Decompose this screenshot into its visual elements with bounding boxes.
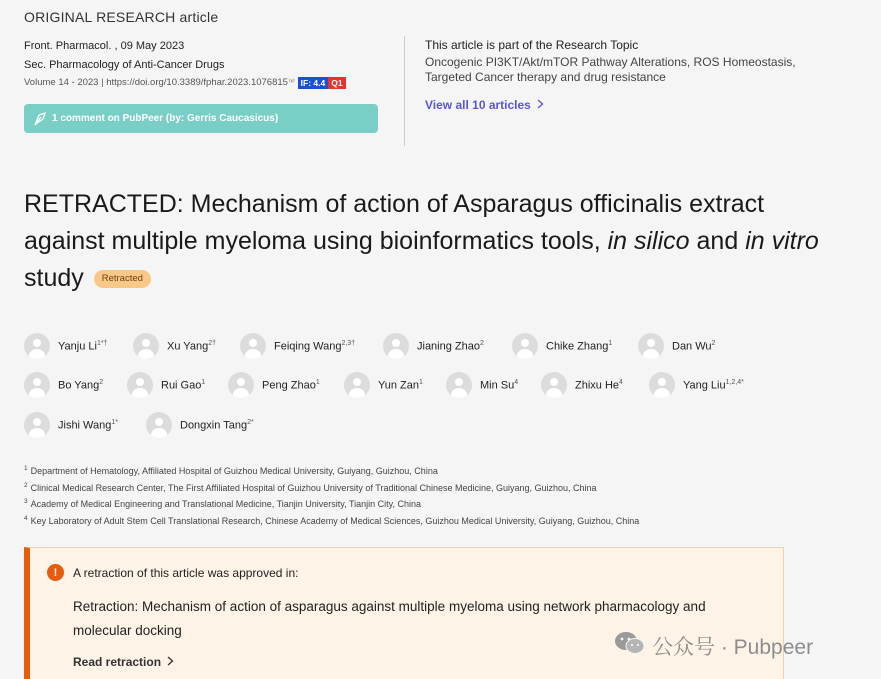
- author[interactable]: [127, 372, 228, 398]
- avatar: [133, 333, 159, 359]
- pubpeer-icon: [32, 111, 48, 127]
- research-topic: [425, 37, 805, 85]
- author-name: Bo Yang$^2$: [58, 378, 104, 392]
- author-name: Zhixu He$^4$: [575, 378, 623, 392]
- research-topic-label: This article is part of the Research Topic: [425, 38, 639, 52]
- author[interactable]: [383, 333, 512, 359]
- author[interactable]: [446, 372, 541, 398]
- author-name: Min Su$^4$: [480, 378, 519, 392]
- title-text-3: study: [24, 264, 84, 292]
- pubpeer-comment-bar[interactable]: [24, 104, 378, 133]
- avatar: [344, 372, 370, 398]
- author[interactable]: [541, 372, 649, 398]
- avatar: [512, 333, 538, 359]
- watermark-text: 公众号 · Pubpeer: [652, 636, 814, 659]
- wechat-icon: [614, 630, 646, 662]
- author-row-2: [24, 372, 744, 398]
- journal-section[interactable]: Sec. Pharmacology of Anti-Cancer Drugs: [24, 59, 225, 71]
- retraction-notice-heading: [47, 564, 298, 581]
- avatar: [383, 333, 409, 359]
- pubpeer-comment-text: 1 comment on PubPeer (by: Gerris Caucasicus): [52, 113, 279, 124]
- read-retraction-label: Read retraction: [73, 655, 162, 669]
- author[interactable]: [649, 372, 744, 398]
- author[interactable]: [24, 372, 127, 398]
- author-name: Rui Gao$^1$: [161, 378, 206, 392]
- author-row-3: [24, 412, 254, 438]
- affiliation: $^1$ Department of Hematology, Affiliated Hospital of Guizhou Medical University, Guiyang, Guizhou, China: [24, 465, 438, 476]
- author[interactable]: [133, 333, 240, 359]
- author[interactable]: [638, 333, 715, 359]
- avatar: [24, 372, 50, 398]
- journal-date[interactable]: Front. Pharmacol. , 09 May 2023: [24, 40, 185, 52]
- avatar: [240, 333, 266, 359]
- author-name: Dan Wu$^2$: [672, 339, 716, 353]
- author-name: Chike Zhang$^1$: [546, 339, 613, 353]
- author-name: Feiqing Wang$^{2,3\dagger}$: [274, 339, 356, 353]
- column-divider: [404, 36, 405, 146]
- author-name: Dongxin Tang$^{2*}$: [180, 418, 254, 432]
- avatar: [24, 333, 50, 359]
- impact-factor-badge: IF: 4.4: [298, 77, 329, 89]
- retraction-title: Retraction: Mechanism of action of asparagus against multiple myeloma using network pharmacology and molecular docking: [73, 599, 706, 638]
- exclamation-icon: !: [47, 564, 64, 581]
- author[interactable]: [24, 333, 133, 359]
- author[interactable]: [228, 372, 344, 398]
- quartile-badge: Q1: [328, 77, 345, 89]
- avatar: [638, 333, 664, 359]
- affiliation: $^3$ Academy of Medical Engineering and Translational Medicine, Tianjin University, Tianjin City, China: [24, 498, 421, 509]
- affiliation: $^4$ Key Laboratory of Adult Stem Cell Translational Research, Chinese Academy of Medical Sciences, Guizhou Medical University, Guiyang, Guizhou, China: [24, 514, 640, 526]
- external-link-icon: ⁽ˣ⁾: [288, 79, 295, 86]
- article-title: [24, 186, 824, 297]
- author-name: Yanju $Li^{1*\dagger}$: [58, 339, 108, 353]
- author-name: Peng Zhao$^1$: [262, 378, 320, 392]
- read-retraction-link[interactable]: [73, 655, 174, 669]
- author[interactable]: [240, 333, 383, 359]
- research-topic-title[interactable]: Oncogenic PI3KT/Akt/mTOR Pathway Alterations, ROS Homeostasis, Targeted Cancer therapy and drug resistance: [425, 55, 796, 84]
- avatar: [24, 412, 50, 438]
- author-name: Yang Liu$^{1,2,4*}$: [683, 378, 744, 392]
- author-name: Yun Zan$^1$: [378, 378, 423, 392]
- article-meta: [24, 37, 384, 91]
- volume-doi-line: [24, 75, 384, 91]
- wechat-watermark: [614, 630, 813, 662]
- avatar: [228, 372, 254, 398]
- author-row-1: [24, 333, 715, 359]
- author-name: Jishi Wang$^{1*}$: [58, 418, 119, 432]
- title-italic-2: in vitro: [745, 227, 819, 255]
- chevron-right-icon: [167, 655, 174, 669]
- volume-doi[interactable]: Volume 14 - 2023 | https://doi.org/10.3389/fphar.2023.1076815: [24, 77, 288, 88]
- view-all-label: View all 10 articles: [425, 98, 531, 112]
- article-type: ORIGINAL RESEARCH article: [24, 9, 219, 25]
- chevron-right-icon: [537, 98, 544, 112]
- avatar: [541, 372, 567, 398]
- affiliation: $^2$ Clinical Medical Research Center, The First Affiliated Hospital of Guizhou University of Traditional Chinese Medicine, Guiyang, Guizhou, China: [24, 481, 597, 493]
- title-text-2: and: [689, 227, 746, 255]
- author[interactable]: [512, 333, 638, 359]
- retraction-heading-text: A retraction of this article was approved in:: [73, 565, 299, 580]
- affiliations: [24, 462, 639, 528]
- avatar: [649, 372, 675, 398]
- avatar: [446, 372, 472, 398]
- title-italic-1: in silico: [607, 227, 690, 255]
- view-all-articles-link[interactable]: [425, 98, 544, 112]
- avatar: [127, 372, 153, 398]
- author-name: Xu Yang$^{2\dagger}$: [167, 339, 216, 353]
- author[interactable]: [24, 412, 146, 438]
- avatar: [146, 412, 172, 438]
- author[interactable]: [146, 412, 254, 438]
- author[interactable]: [344, 372, 446, 398]
- author-name: Jianing Zhao$^2$: [417, 339, 484, 353]
- retracted-badge: Retracted: [94, 270, 151, 288]
- title-text-1: RETRACTED: Mechanism of action of Asparagus officinalis extract against multiple myeloma using bioinformatics tools,: [24, 190, 765, 255]
